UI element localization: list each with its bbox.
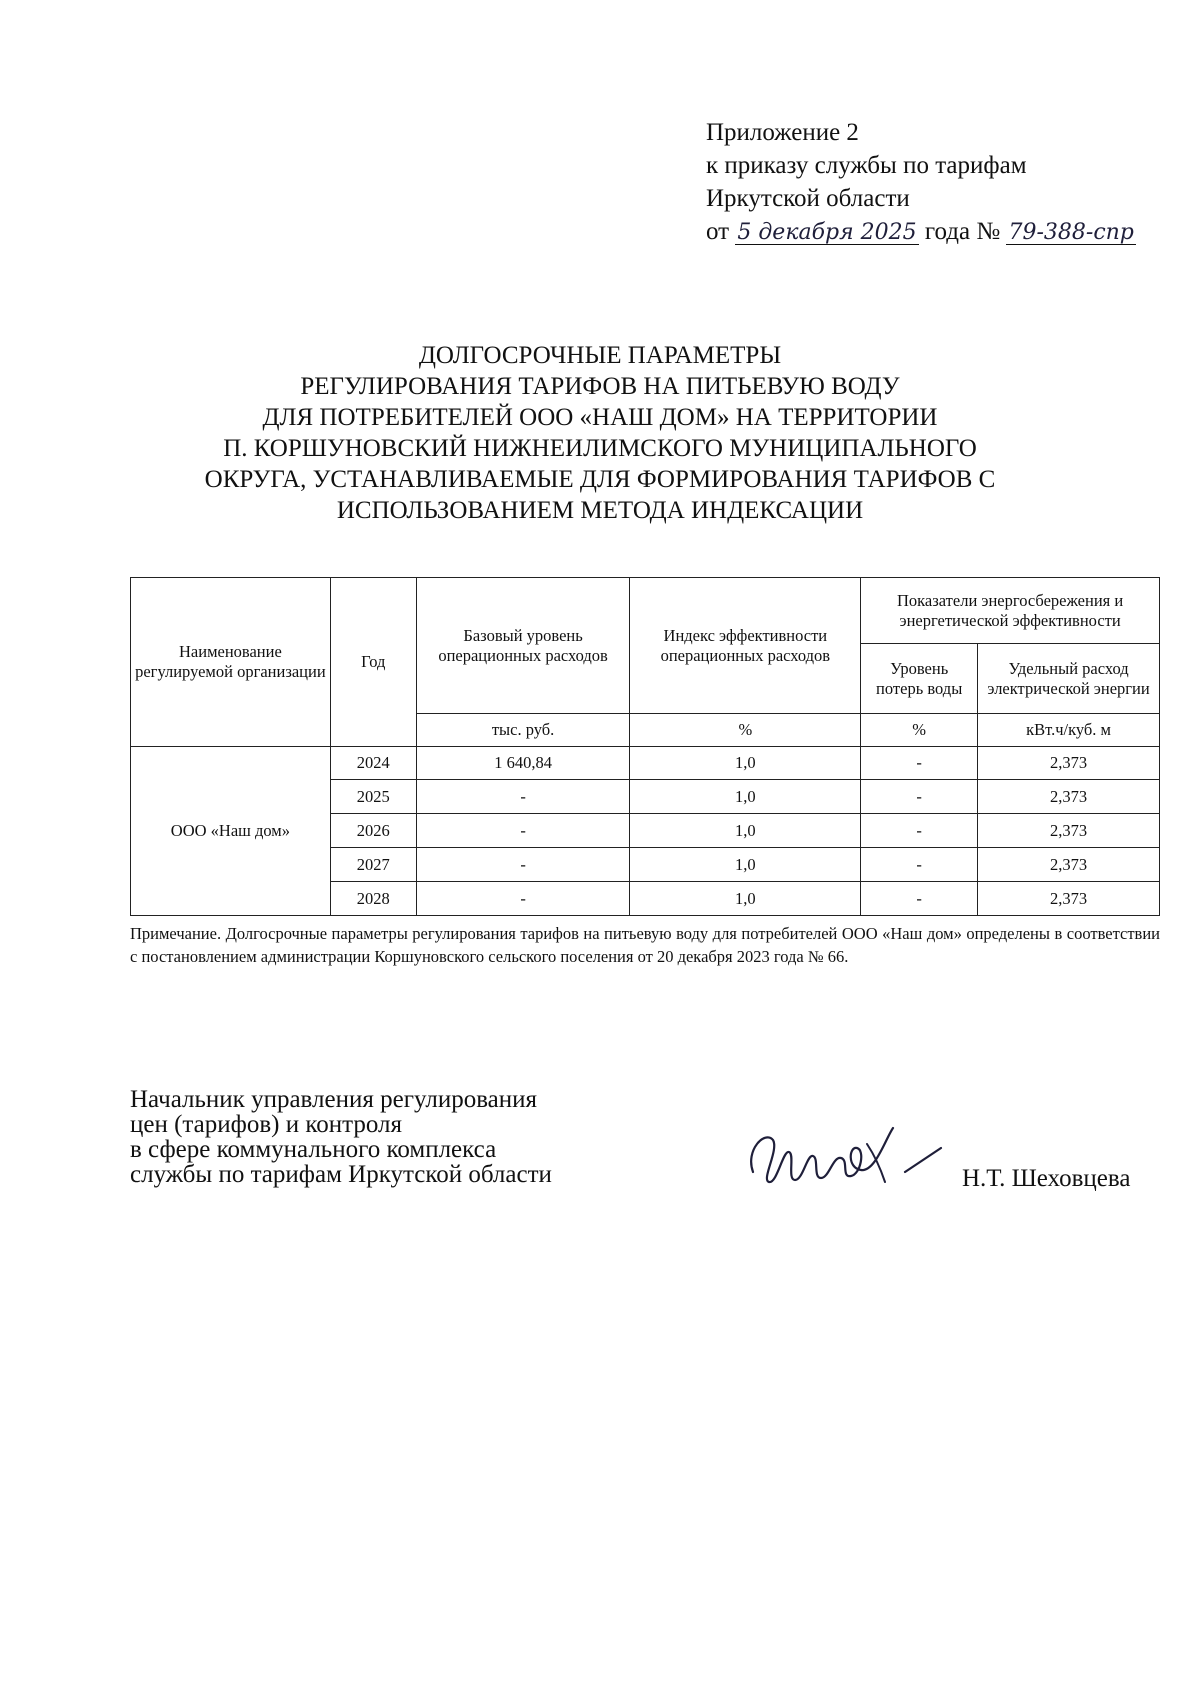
header-index: Индекс эффективности операционных расходов [630,578,861,714]
date-mid: года № [924,218,1001,245]
cell-year: 2025 [330,780,416,814]
cell-index: 1,0 [630,882,861,916]
title-line-2: РЕГУЛИРОВАНИЯ ТАРИФОВ НА ПИТЬЕВУЮ ВОДУ [300,373,900,400]
title-line-1: ДОЛГОСРОЧНЫЕ ПАРАМЕТРЫ [418,342,782,369]
position-line-2: цен (тарифов) и контроля [130,1111,402,1138]
cell-losses: - [861,882,978,916]
cell-specific: 2,373 [978,780,1160,814]
signer-name: Н.Т. Шеховцева [962,1165,1131,1192]
cell-losses: - [861,747,978,780]
handwritten-date: 5 декабря 2025 [737,220,917,245]
header-energy-group: Показатели энергосбережения и энергетической эффективности [861,578,1160,644]
appendix-line-1: Приложение 2 [706,119,859,146]
position-line-1: Начальник управления регулирования [130,1086,538,1113]
cell-specific: 2,373 [978,814,1160,848]
unit-index: % [630,714,861,747]
cell-year: 2024 [330,747,416,780]
appendix-line-3: Иркутской области [706,185,910,212]
title-line-5: ОКРУГА, УСТАНАВЛИВАЕМЫЕ ДЛЯ ФОРМИРОВАНИЯ ТАРИФОВ С [204,466,996,493]
header-year: Год [330,578,416,747]
handwritten-signature [735,1110,955,1200]
cell-index: 1,0 [630,780,861,814]
document-title [120,340,1080,526]
table-row [131,747,1160,780]
header-losses: Уровень потерь воды [861,644,978,714]
appendix-date-line [706,215,1136,248]
appendix-block [706,116,1136,248]
appendix-line-2: к приказу службы по тарифам [706,152,1027,179]
cell-base: - [416,780,630,814]
header-base: Базовый уровень операционных расходов [416,578,630,714]
position-line-3: в сфере коммунального комплекса [130,1136,497,1163]
unit-specific: кВт.ч/куб. м [978,714,1160,747]
cell-specific: 2,373 [978,747,1160,780]
date-prefix: от [706,218,730,245]
table-note: Примечание. Долгосрочные параметры регулирования тарифов на питьевую воду для потребителей ООО «Наш дом» определены в соответствии с постановлением администрации Коршуновского сельского поселения от 20 декабря 2023 года № 66. [130,924,1160,966]
header-specific: Удельный расход электрической энергии [978,644,1160,714]
parameters-table [130,577,1160,916]
org-name-cell: ООО «Наш дом» [131,747,331,916]
cell-base: - [416,814,630,848]
signer-position [130,1087,552,1187]
handwritten-order-number: 79-388-спр [1008,220,1134,245]
cell-index: 1,0 [630,814,861,848]
header-org: Наименование регулируемой организации [131,578,331,747]
cell-year: 2026 [330,814,416,848]
cell-losses: - [861,814,978,848]
cell-base: - [416,882,630,916]
cell-index: 1,0 [630,747,861,780]
unit-losses: % [861,714,978,747]
cell-year: 2028 [330,882,416,916]
position-line-4: службы по тарифам Иркутской области [130,1161,552,1188]
cell-index: 1,0 [630,848,861,882]
cell-losses: - [861,780,978,814]
cell-specific: 2,373 [978,882,1160,916]
unit-base: тыс. руб. [416,714,630,747]
cell-base: - [416,848,630,882]
title-line-4: П. КОРШУНОВСКИЙ НИЖНЕИЛИМСКОГО МУНИЦИПАЛЬНОГО [223,435,977,462]
title-line-6: ИСПОЛЬЗОВАНИЕМ МЕТОДА ИНДЕКСАЦИИ [336,497,864,524]
cell-losses: - [861,848,978,882]
cell-specific: 2,373 [978,848,1160,882]
cell-base: 1 640,84 [416,747,630,780]
cell-year: 2027 [330,848,416,882]
title-line-3: ДЛЯ ПОТРЕБИТЕЛЕЙ ООО «НАШ ДОМ» НА ТЕРРИТОРИИ [262,404,938,431]
